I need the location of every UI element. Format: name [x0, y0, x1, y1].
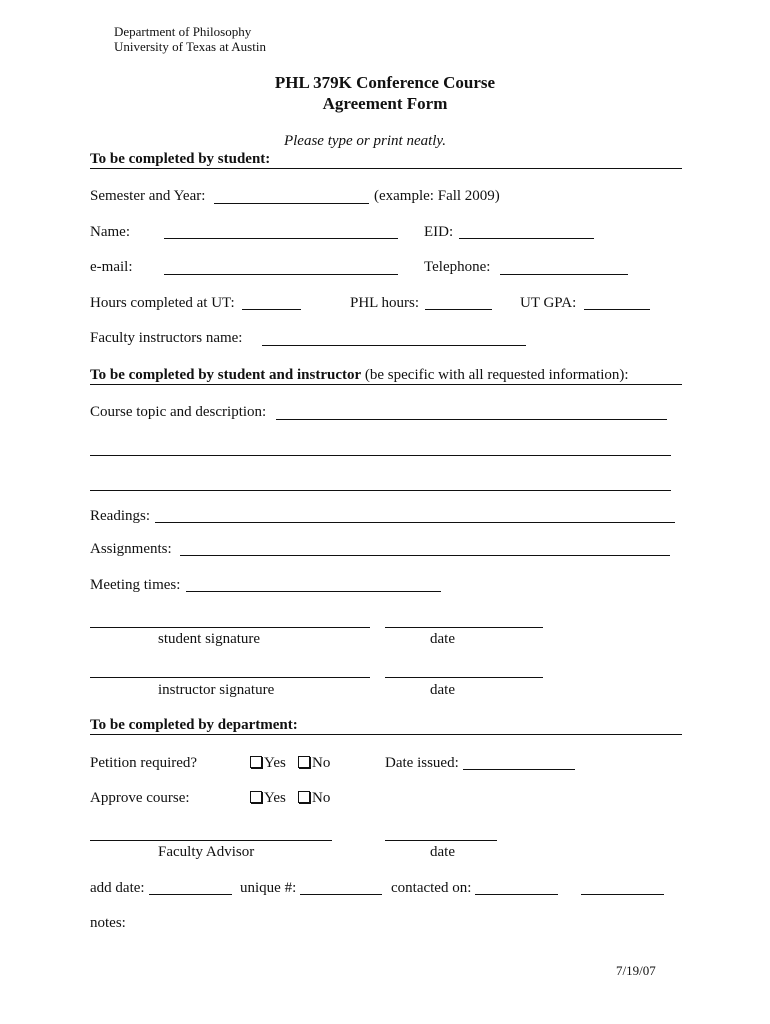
semester-example: (example: Fall 2009) — [374, 188, 500, 204]
student-signature-label: student signature — [158, 631, 261, 647]
department-name: Department of Philosophy — [114, 24, 252, 39]
contacted-label: contacted on: — [391, 880, 472, 896]
gpa-field[interactable] — [584, 309, 650, 310]
unique-label: unique #: — [240, 880, 297, 896]
instructor-signature-label: instructor signature — [158, 682, 275, 698]
petition-yes-label: Yes — [264, 755, 286, 771]
course-topic-line-2[interactable] — [90, 455, 671, 456]
course-topic-line-3[interactable] — [90, 490, 671, 491]
student-date-label: date — [430, 631, 455, 647]
hours-ut-field[interactable] — [242, 309, 301, 310]
approve-yes-label: Yes — [264, 790, 286, 806]
approve-label: Approve course: — [90, 790, 190, 806]
instruction-text: Please type or print neatly. — [283, 133, 447, 149]
notes-label: notes: — [90, 915, 126, 931]
add-date-label: add date: — [90, 880, 145, 896]
approve-yes-option[interactable] — [250, 789, 286, 807]
approve-no-label: No — [312, 790, 331, 806]
petition-yes-option[interactable] — [250, 754, 286, 772]
extra-field[interactable] — [581, 894, 664, 895]
student-section-heading: To be completed by student: — [90, 151, 271, 167]
petition-no-label: No — [312, 755, 331, 771]
department-section-heading: To be completed by department: — [90, 717, 298, 733]
email-field[interactable] — [164, 274, 398, 275]
hours-ut-label: Hours completed at UT: — [90, 295, 235, 311]
section-divider — [90, 384, 682, 385]
version-date: 7/19/07 — [616, 963, 656, 978]
form-title-line2: Agreement Form — [322, 94, 448, 113]
unique-field[interactable] — [300, 894, 382, 895]
advisor-date-label: date — [430, 844, 455, 860]
course-topic-field[interactable] — [276, 419, 667, 420]
joint-section-heading — [90, 366, 629, 384]
date-issued-label: Date issued: — [385, 755, 459, 771]
assignments-field[interactable] — [180, 555, 670, 556]
telephone-label: Telephone: — [424, 259, 491, 275]
add-date-field[interactable] — [149, 894, 232, 895]
university-name: University of Texas at Austin — [114, 39, 266, 54]
faculty-field[interactable] — [262, 345, 526, 346]
phl-hours-field[interactable] — [425, 309, 492, 310]
petition-no-checkbox[interactable] — [298, 756, 310, 768]
section-divider — [90, 168, 682, 169]
readings-label: Readings: — [90, 508, 150, 524]
petition-label: Petition required? — [90, 755, 198, 771]
petition-yes-checkbox[interactable] — [250, 756, 262, 768]
petition-no-option[interactable] — [298, 754, 330, 772]
instructor-signature-line[interactable] — [90, 677, 370, 678]
faculty-label: Faculty instructors name: — [90, 330, 243, 346]
course-topic-label: Course topic and description: — [90, 404, 267, 420]
approve-no-option[interactable] — [298, 789, 330, 807]
advisor-date-line[interactable] — [385, 840, 497, 841]
joint-heading-bold: To be completed by student and instructor — [90, 367, 362, 383]
joint-heading-rest: (be specific with all requested information): — [364, 367, 629, 383]
section-divider — [90, 734, 682, 735]
instructor-date-line[interactable] — [385, 677, 543, 678]
meeting-field[interactable] — [186, 591, 441, 592]
student-signature-line[interactable] — [90, 627, 370, 628]
form-title-line1: PHL 379K Conference Course — [274, 73, 496, 92]
readings-field[interactable] — [155, 522, 675, 523]
eid-label: EID: — [424, 224, 454, 240]
advisor-signature-line[interactable] — [90, 840, 332, 841]
approve-yes-checkbox[interactable] — [250, 791, 262, 803]
approve-no-checkbox[interactable] — [298, 791, 310, 803]
eid-field[interactable] — [459, 238, 594, 239]
phl-hours-label: PHL hours: — [350, 295, 420, 311]
semester-field[interactable] — [214, 203, 369, 204]
name-label: Name: — [90, 224, 130, 240]
semester-label: Semester and Year: — [90, 188, 206, 204]
date-issued-field[interactable] — [463, 769, 575, 770]
meeting-label: Meeting times: — [90, 577, 181, 593]
assignments-label: Assignments: — [90, 541, 172, 557]
contacted-field[interactable] — [475, 894, 558, 895]
gpa-label: UT GPA: — [520, 295, 577, 311]
student-date-line[interactable] — [385, 627, 543, 628]
name-field[interactable] — [164, 238, 398, 239]
email-label: e-mail: — [90, 259, 133, 275]
instructor-date-label: date — [430, 682, 455, 698]
advisor-label: Faculty Advisor — [158, 844, 255, 860]
telephone-field[interactable] — [500, 274, 628, 275]
